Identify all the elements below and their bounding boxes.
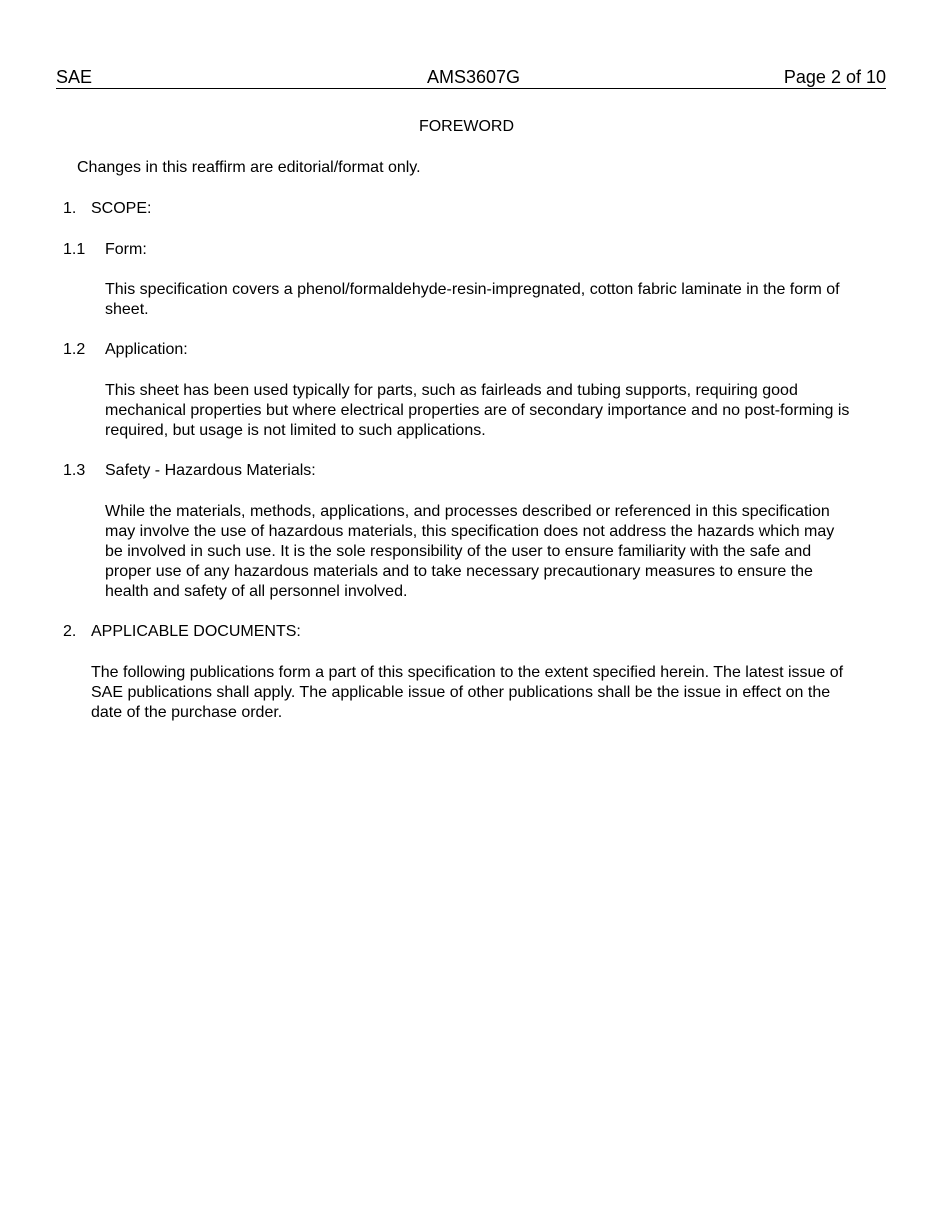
section-1-1-number: 1.1 [63,241,86,258]
section-1-1-text: This specification covers a phenol/formaldehyde-resin-impregnated, cotton fabric laminate in the form of sheet. [105,281,840,318]
foreword-text: Changes in this reaffirm are editorial/format only. [77,159,421,176]
section-1-number: 1. [63,200,77,217]
page-header [56,67,886,89]
section-1-2-title: Application: [105,341,188,358]
section-2-number: 2. [63,623,77,640]
section-2-title: APPLICABLE DOCUMENTS: [91,623,301,640]
section-1-2-number: 1.2 [63,341,86,358]
header-organization: SAE [56,67,93,87]
header-document-number: AMS3607G [427,67,521,87]
section-1-3-title: Safety - Hazardous Materials: [105,462,316,479]
section-1-3-text: While the materials, methods, applications, and processes described or referenced in this specification may involve the use of hazardous materials, this specification does not address the hazards which may be involved in such use. It is the sole responsibility of the user to ensure familiarity with the safe and proper use of any hazardous materials and to take necessary precautionary measures to ensure the health and safety of all personnel involved. [105,503,835,600]
section-1-2-text: This sheet has been used typically for parts, such as fairleads and tubing supports, requiring good mechanical properties but where electrical properties are of secondary importance and no post-forming is required, but usage is not limited to such applications. [105,382,850,439]
section-1-title: SCOPE: [91,200,152,217]
header-page-number: Page 2 of 10 [783,67,886,87]
section-2-text: The following publications form a part of this specification to the extent specified herein. The latest issue of SAE publications shall apply. The applicable issue of other publications shall be the issue in effect on the date of the purchase order. [91,664,844,721]
foreword-title: FOREWORD [418,118,515,135]
section-1-3-number: 1.3 [63,462,86,479]
section-1-1-title: Form: [105,241,147,258]
